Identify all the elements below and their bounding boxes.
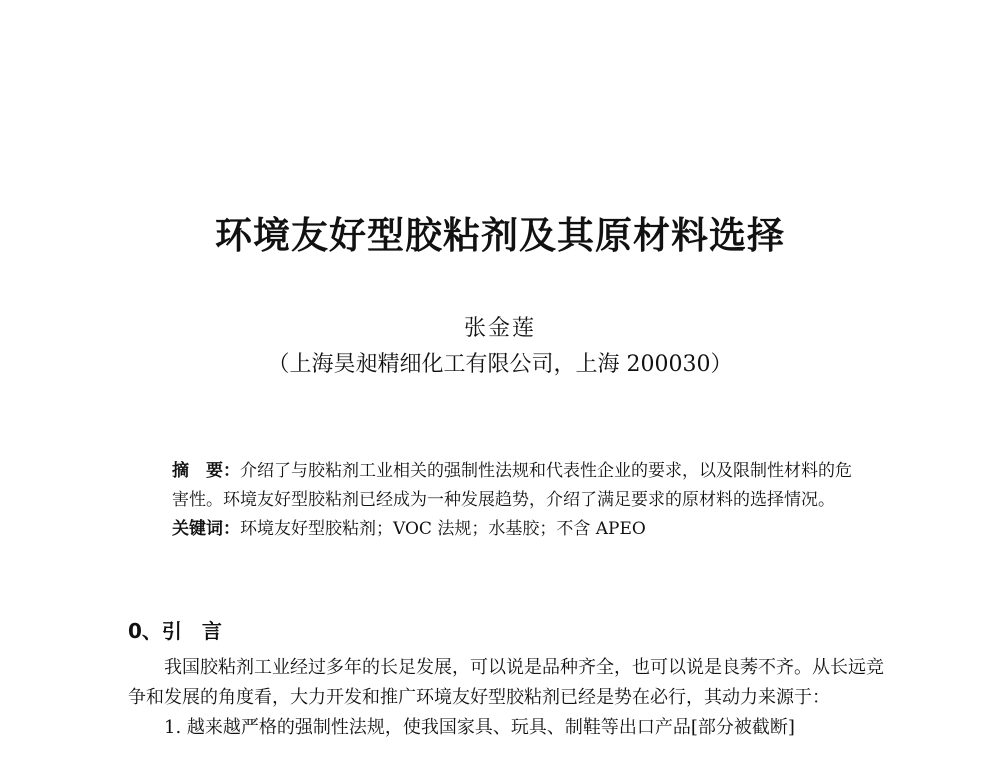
section-heading: 0、引 言 [128,619,222,643]
body-list-item: 1. 越来越严格的强制性法规，使我国家具、玩具、制鞋等出口产品[部分被截断] [164,717,795,738]
abstract-label: 摘 要： [172,461,240,481]
abstract-text: 介绍了与胶粘剂工业相关的强制性法规和代表性企业的要求，以及限制性材料的危害性。环境友好型胶粘剂已经成为一种发展趋势，介绍了满足要求的原材料的选择情况。 [172,461,852,510]
abstract-paragraph [172,457,862,515]
author-affiliation: （上海昊昶精细化工有限公司，上海 200030） [267,352,733,377]
author-name: 张金莲 [463,316,536,341]
paper-title: 环境友好型胶粘剂及其原材料选择 [215,214,785,257]
body-paragraph: 我国胶粘剂工业经过多年的长足发展，可以说是品种齐全，也可以说是良莠不齐。从长远竞争和发展的角度看，大力开发和推广环境友好型胶粘剂已经是势在必行，其动力来源于： [128,657,884,708]
keywords-paragraph [172,515,862,544]
keywords-text: 环境友好型胶粘剂；VOC 法规；水基胶；不含 APEO [240,519,646,539]
abstract-block [172,457,862,544]
section-body [128,653,888,743]
keywords-label: 关键词： [172,519,240,539]
